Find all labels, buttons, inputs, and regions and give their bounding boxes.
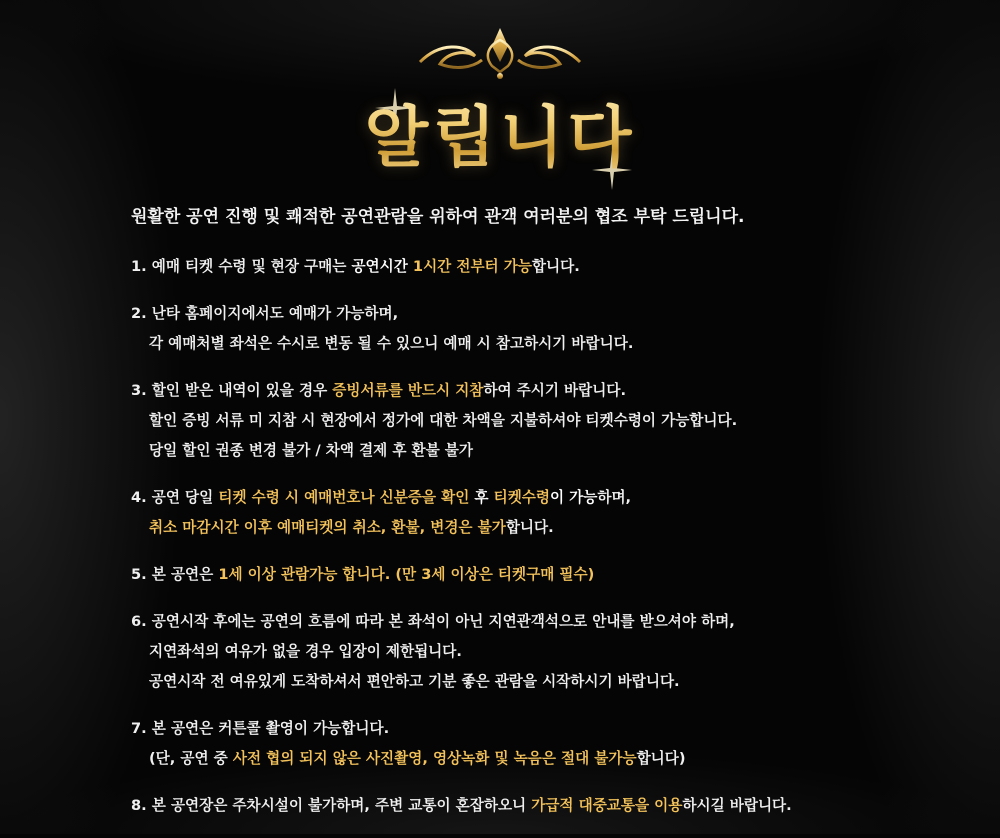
notice-item (131, 791, 891, 821)
notice-text: 이 가능 (549, 489, 598, 506)
notice-text: 하여 주시기 바랍니다. (483, 382, 626, 399)
notice-text: 각 예매처별 좌석은 수시로 변동 될 수 있으니 예매 시 참고하시기 바랍니다. (149, 335, 634, 352)
notice-text: 하며, (597, 489, 632, 506)
notice-text: 3. 할인 받은 내역이 있을 경우 (131, 382, 333, 399)
notice-text: 공연시작 전 여유있게 도착하셔서 편안하고 기분 좋은 관람을 시작하시기 바랍니다. (149, 673, 680, 690)
notice-text: 합니다. (505, 519, 554, 536)
highlight-text: 티켓수령 (493, 489, 550, 506)
notice-line (131, 376, 891, 406)
highlight-text: 1세 이상 관람가능 합니다. (만 3세 이상은 티켓구매 필수) (218, 566, 595, 583)
notice-text: 할인 증빙 서류 미 지참 시 현장에서 정가에 대한 차액을 지불하셔야 티켓수령이 가능합니다. (149, 412, 738, 429)
notice-text: 공연시간 (351, 258, 413, 275)
notice-text: 후 (474, 489, 494, 506)
notice-line (131, 607, 891, 637)
notice-text: 지연좌석의 여유가 없을 경우 입장이 제한됩니다. (149, 643, 462, 660)
highlight-text: 1시간 전부터 가능 (412, 258, 532, 275)
notice-line (131, 714, 891, 744)
highlight-text: 취소 마감시간 이후 예매티켓의 취소, 환불, 변경은 불가 (149, 519, 506, 536)
notice-item (131, 299, 891, 359)
notice-item (131, 483, 891, 543)
notice-text: 합니다) (636, 750, 686, 767)
notice-text: 2. 난타 홈페이지에서도 예매가 가능하며, (131, 305, 399, 322)
intro-text: 원활한 공연 진행 및 쾌적한 공연관람을 위하여 관객 여러분의 협조 부탁 드립니다. (131, 207, 745, 227)
page-title: 알립니다 (0, 84, 1000, 179)
notice-line (131, 667, 891, 697)
notice-text: 5. 본 공연은 (131, 566, 219, 583)
highlight-text: 증빙서류를 반드시 지참 (332, 382, 484, 399)
highlight-text: 사전 협의 되지 않은 사진촬영, 영상녹화 및 녹음은 절대 불가능 (232, 750, 637, 767)
highlight-text: 가급적 대중교통을 이용 (531, 797, 683, 814)
notice-line (131, 252, 891, 282)
notice-text: 1. 예매 티켓 수령 및 현장 구매는 (131, 258, 352, 275)
notice-item (131, 714, 891, 774)
notice-text: 6. 공연시작 후에는 공연의 흐름에 따라 본 좌석이 아닌 지연관객석으로 안내를 받으셔야 하며, (131, 613, 735, 630)
notice-list (131, 252, 891, 838)
notice-text: 7. 본 공연은 커튼콜 촬영이 가능합니다. (131, 720, 390, 737)
notice-line (131, 637, 891, 667)
notice-text: 하시길 바랍니다. (682, 797, 792, 814)
gold-ornament-divider-icon (250, 22, 750, 82)
notice-item (131, 376, 891, 466)
notice-text: 4. 공연 당일 (131, 489, 219, 506)
notice-line (131, 791, 891, 821)
notice-line (131, 299, 891, 329)
notice-line (131, 560, 891, 590)
notice-line (131, 436, 891, 466)
notice-item (131, 607, 891, 697)
notice-item (131, 560, 891, 590)
notice-line (131, 406, 891, 436)
notice-text: (단, 공연 중 (149, 750, 233, 767)
notice-line (131, 483, 891, 513)
notice-line (131, 744, 891, 774)
notice-text: 당일 할인 권종 변경 불가 / 차액 결제 후 환불 불가 (149, 442, 473, 459)
notice-item (131, 252, 891, 282)
notice-text: 8. 본 공연장은 주차시설이 불가하며, 주변 교통이 혼잡하오니 (131, 797, 532, 814)
highlight-text: 티켓 수령 시 예매번호나 신분증을 확인 (218, 489, 475, 506)
notice-text: 합니다. (531, 258, 580, 275)
notice-line (131, 513, 891, 543)
notice-line (131, 329, 891, 359)
